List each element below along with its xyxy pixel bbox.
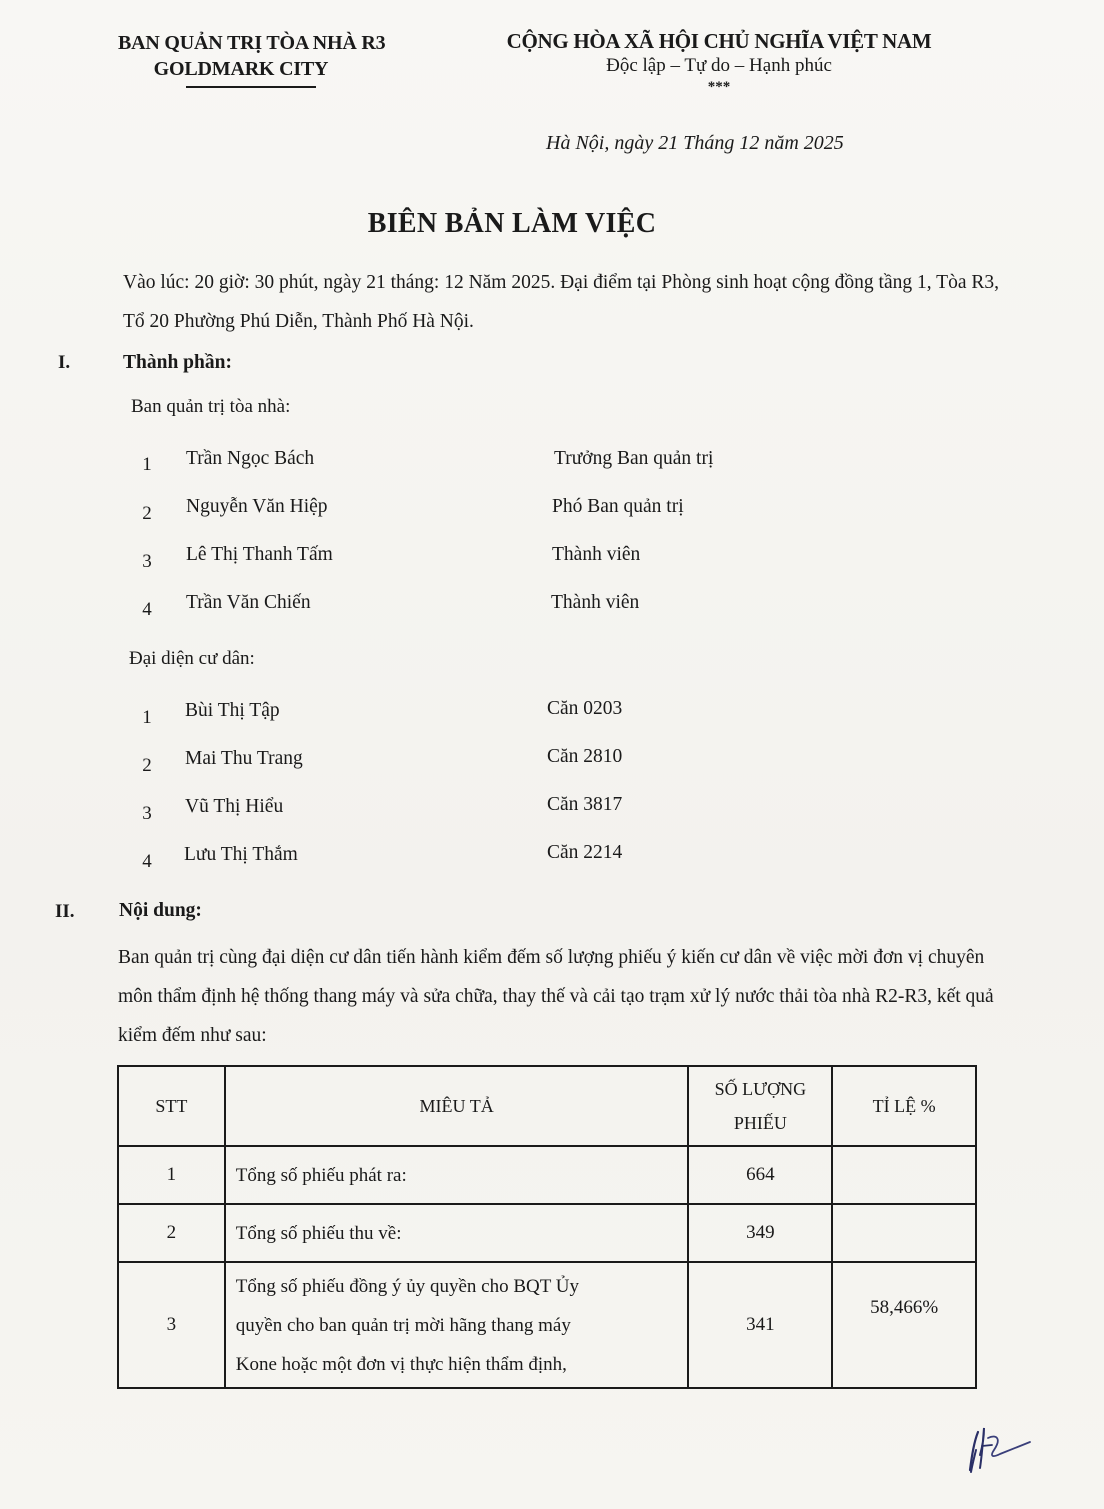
cell-stt: 1 bbox=[118, 1146, 225, 1204]
member-name: Trần Văn Chiến bbox=[186, 592, 311, 613]
header-percentage: TỈ LỆ % bbox=[832, 1066, 976, 1146]
national-motto: Độc lập – Tự do – Hạnh phúc bbox=[606, 55, 832, 76]
cell-description: Tổng số phiếu thu về: bbox=[225, 1204, 689, 1262]
national-title: CỘNG HÒA XÃ HỘI CHỦ NGHĨA VIỆT NAM bbox=[506, 29, 932, 53]
table-row bbox=[118, 1204, 976, 1262]
member-number: 2 bbox=[142, 503, 152, 524]
resident-unit: Căn 2214 bbox=[547, 842, 623, 863]
table-header-row bbox=[118, 1066, 976, 1146]
section-1-number: I. bbox=[58, 352, 71, 373]
section-2-number: II. bbox=[55, 901, 75, 922]
residents-label: Đại diện cư dân: bbox=[129, 648, 255, 669]
organization-name bbox=[118, 30, 386, 82]
member-role: Thành viên bbox=[552, 544, 641, 565]
section-1-title: Thành phần: bbox=[123, 352, 232, 373]
member-number: 3 bbox=[142, 551, 152, 572]
member-role: Phó Ban quản trị bbox=[552, 496, 684, 517]
member-role: Thành viên bbox=[551, 592, 640, 613]
resident-unit: Căn 3817 bbox=[547, 794, 623, 815]
header-stt: STT bbox=[118, 1066, 225, 1146]
member-number: 4 bbox=[142, 599, 152, 620]
document-title: BIÊN BẢN LÀM VIỆC bbox=[367, 208, 657, 239]
table-row bbox=[118, 1146, 976, 1204]
content-paragraph: Ban quản trị cùng đại diện cư dân tiến hành kiểm đếm số lượng phiếu ý kiến cư dân về việc mời đơn vị chuyên môn thẩm định hệ thống thang máy và sửa chữa, thay thế và cải tạo trạm xử lý nước thải tòa nhà R2-R3, kết quả kiểm đếm như sau: bbox=[118, 947, 994, 1046]
resident-name: Bùi Thị Tập bbox=[185, 700, 280, 721]
cell-quantity: 341 bbox=[688, 1262, 832, 1388]
member-number: 1 bbox=[142, 454, 152, 475]
header-quantity bbox=[688, 1066, 832, 1146]
table-row bbox=[118, 1262, 976, 1388]
resident-unit: Căn 2810 bbox=[547, 746, 623, 767]
resident-number: 3 bbox=[142, 803, 152, 824]
resident-name: Vũ Thị Hiểu bbox=[185, 796, 284, 817]
ornament-stars: *** bbox=[707, 79, 731, 95]
header-quantity-line-2: PHIẾU bbox=[733, 1113, 787, 1133]
cell-stt: 2 bbox=[118, 1204, 225, 1262]
header-description: MIÊU TẢ bbox=[225, 1066, 689, 1146]
member-name: Nguyễn Văn Hiệp bbox=[186, 496, 328, 517]
resident-name: Lưu Thị Thắm bbox=[184, 844, 298, 865]
board-label: Ban quản trị tòa nhà: bbox=[131, 396, 291, 417]
description-line: quyền cho ban quản trị mời hãng thang máy bbox=[235, 1314, 571, 1336]
organization-line-2: GOLDMARK CITY bbox=[153, 58, 329, 80]
section-2-title: Nội dung: bbox=[119, 900, 202, 921]
cell-stt: 3 bbox=[118, 1262, 225, 1388]
cell-description bbox=[225, 1262, 689, 1388]
resident-number: 1 bbox=[142, 707, 152, 728]
cell-description: Tổng số phiếu phát ra: bbox=[225, 1146, 689, 1204]
results-table bbox=[117, 1065, 977, 1389]
date-line: Hà Nội, ngày 21 Tháng 12 năm 2025 bbox=[546, 132, 844, 154]
header-quantity-line-1: SỐ LƯỢNG bbox=[714, 1079, 807, 1099]
cell-quantity: 664 bbox=[688, 1146, 832, 1204]
cell-quantity: 349 bbox=[688, 1204, 832, 1262]
signature-icon bbox=[958, 1410, 1038, 1480]
intro-paragraph: Vào lúc: 20 giờ: 30 phút, ngày 21 tháng: 12 Năm 2025. Đại điểm tại Phòng sinh hoạt cộng đồng tầng 1, Tòa R3, Tổ 20 Phường Phú Diễn, Thành Phố Hà Nội. bbox=[123, 272, 999, 332]
cell-percentage bbox=[832, 1146, 976, 1204]
member-name: Lê Thị Thanh Tấm bbox=[186, 544, 333, 565]
organization-line-1: BAN QUẢN TRỊ TÒA NHÀ R3 bbox=[118, 32, 386, 54]
description-line: Tổng số phiếu đồng ý ủy quyền cho BQT Ủy bbox=[235, 1275, 579, 1297]
organization-underline bbox=[186, 86, 316, 88]
member-role: Trưởng Ban quản trị bbox=[554, 448, 714, 469]
cell-percentage bbox=[832, 1204, 976, 1262]
resident-number: 2 bbox=[142, 755, 152, 776]
resident-number: 4 bbox=[142, 851, 152, 872]
member-name: Trần Ngọc Bách bbox=[186, 448, 315, 469]
resident-name: Mai Thu Trang bbox=[185, 748, 303, 769]
resident-unit: Căn 0203 bbox=[547, 698, 623, 719]
description-line: Kone hoặc một đơn vị thực hiện thẩm định, bbox=[235, 1353, 567, 1375]
cell-percentage: 58,466% bbox=[832, 1262, 976, 1388]
